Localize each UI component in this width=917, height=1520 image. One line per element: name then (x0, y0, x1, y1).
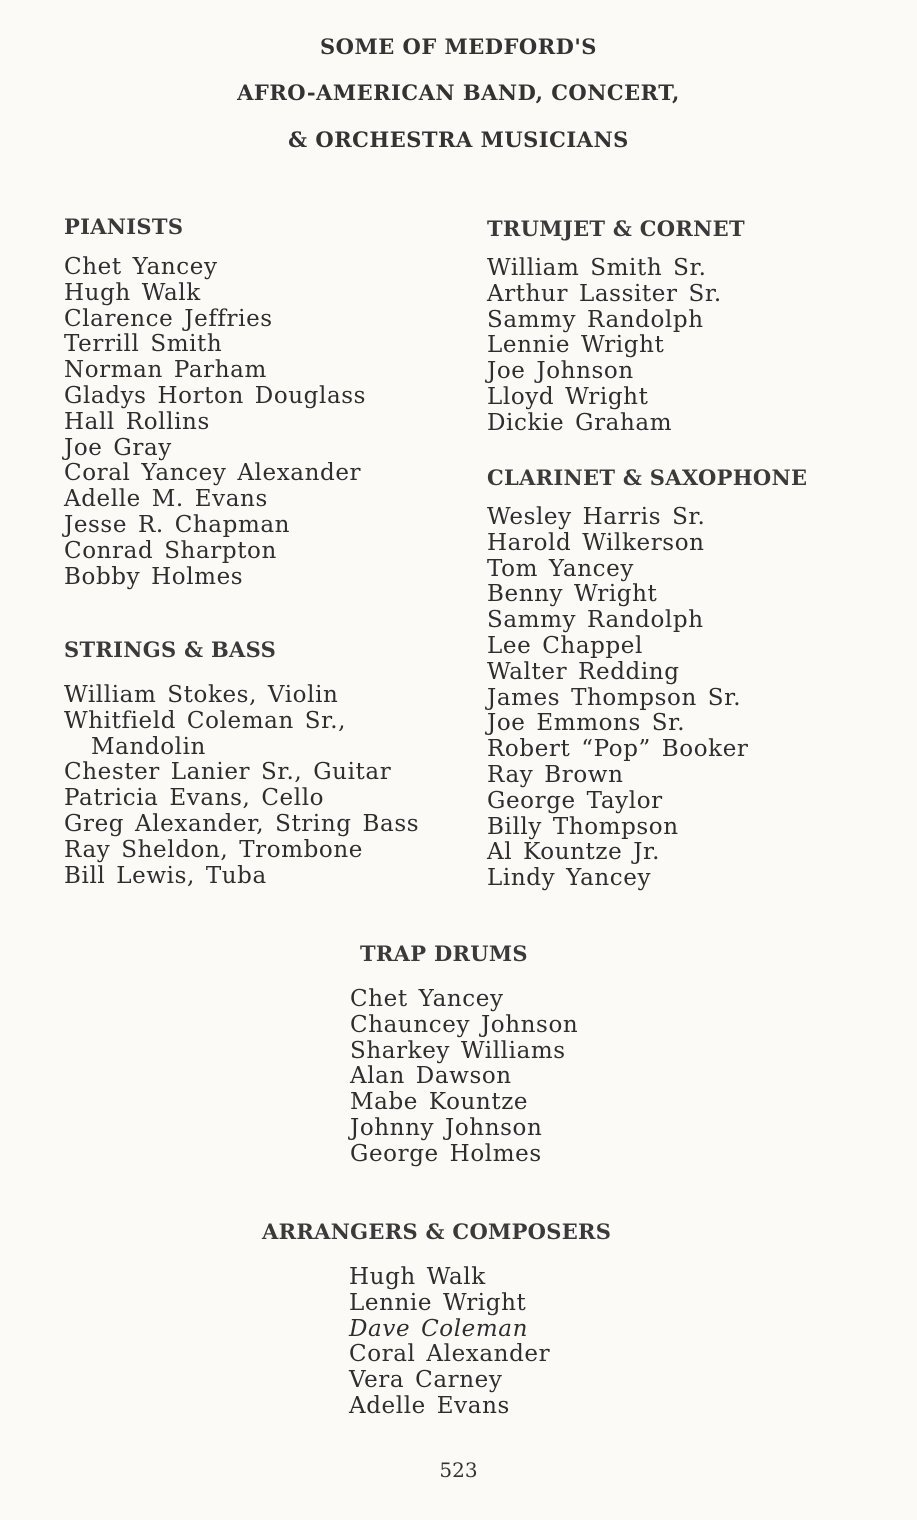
list-item: Norman Parham (64, 357, 267, 384)
list-item: Tom Yancey (487, 555, 634, 582)
list-item: Bobby Holmes (64, 563, 244, 590)
list-item: Joe Gray (64, 434, 172, 461)
list-item: Coral Alexander (349, 1341, 551, 1368)
list-item: Lindy Yancey (487, 865, 652, 892)
title-line-1: SOME OF MEDFORD'S (320, 34, 597, 59)
clarinet-heading: CLARINET & SAXOPHONE (487, 465, 808, 490)
list-item: Benny Wright (487, 581, 658, 608)
list-item: Alan Dawson (350, 1063, 512, 1090)
drums-list (350, 987, 578, 1168)
list-item: William Smith Sr. (487, 255, 707, 281)
list-item: Vera Carney (349, 1367, 503, 1394)
list-item: Billy Thompson (487, 813, 679, 840)
trumpet-heading: TRUMJET & CORNET (487, 216, 745, 241)
list-item: Coral Yancey Alexander (64, 460, 362, 487)
list-item: Arthur Lassiter Sr. (487, 280, 722, 307)
list-item: Chauncey Johnson (350, 1011, 579, 1038)
list-item: Mabe Kountze (350, 1089, 529, 1116)
list-item: Chester Lanier Sr., Guitar (64, 759, 392, 786)
list-item: William Stokes, Violin (64, 682, 339, 708)
list-item: Hall Rollins (64, 408, 210, 435)
list-item: Robert “Pop” Booker (487, 736, 749, 763)
list-item: Terrill Smith (64, 331, 223, 358)
list-item: Joe Emmons Sr. (487, 710, 686, 737)
list-item: Lee Chappel (487, 632, 643, 659)
list-item: Joe Johnson (487, 358, 634, 385)
list-item: Sammy Randolph (487, 306, 704, 333)
trumpet-list (487, 256, 722, 437)
list-item: Johnny Johnson (350, 1114, 543, 1141)
list-item: Hugh Walk (349, 1264, 486, 1290)
list-item: Gladys Horton Douglass (64, 382, 367, 409)
list-item: Jesse R. Chapman (64, 511, 291, 538)
list-item: Bill Lewis, Tuba (64, 862, 267, 889)
list-item: Patricia Evans, Cello (64, 785, 325, 812)
strings-heading: STRINGS & BASS (64, 637, 277, 662)
pianists-heading: PIANISTS (64, 214, 184, 239)
list-item: Lloyd Wright (487, 383, 649, 410)
list-item: Adelle Evans (349, 1392, 510, 1419)
list-item: Lennie Wright (487, 332, 665, 359)
title-line-2: AFRO-AMERICAN BAND, CONCERT, (237, 80, 680, 105)
list-item: George Holmes (350, 1140, 542, 1167)
list-item: James Thompson Sr. (487, 684, 742, 711)
list-item: Dickie Graham (487, 409, 673, 436)
arrangers-list (349, 1265, 550, 1420)
list-item: Wesley Harris Sr. (487, 504, 706, 530)
arrangers-heading: ARRANGERS & COMPOSERS (262, 1219, 612, 1244)
list-item: Al Kountze Jr. (487, 839, 660, 866)
list-item: Walter Redding (487, 658, 680, 685)
list-item: Chet Yancey (64, 254, 218, 280)
list-item: Sammy Randolph (487, 607, 704, 634)
title-line-3: & ORCHESTRA MUSICIANS (288, 127, 629, 152)
clarinet-list (487, 505, 749, 892)
page-number: 523 (439, 1458, 478, 1482)
list-item: Chet Yancey (350, 986, 504, 1012)
list-item: Ray Sheldon, Trombone (64, 836, 363, 863)
list-item: Dave Coleman (349, 1315, 529, 1342)
list-item: Harold Wilkerson (487, 529, 705, 556)
list-item: Sharkey Williams (350, 1037, 566, 1064)
list-item: Mandolin (91, 733, 206, 760)
list-item: Ray Brown (487, 761, 624, 788)
pianists-list (64, 255, 366, 590)
strings-list (64, 683, 419, 889)
list-item: Lennie Wright (349, 1289, 527, 1316)
drums-heading: TRAP DRUMS (360, 941, 528, 966)
list-item: Hugh Walk (64, 279, 201, 306)
list-item: George Taylor (487, 787, 663, 814)
list-item: Greg Alexander, String Bass (64, 810, 420, 837)
list-item: Whitfield Coleman Sr., (64, 707, 347, 734)
list-item: Adelle M. Evans (64, 486, 268, 513)
list-item: Conrad Sharpton (64, 537, 277, 564)
list-item: Clarence Jeffries (64, 305, 273, 332)
